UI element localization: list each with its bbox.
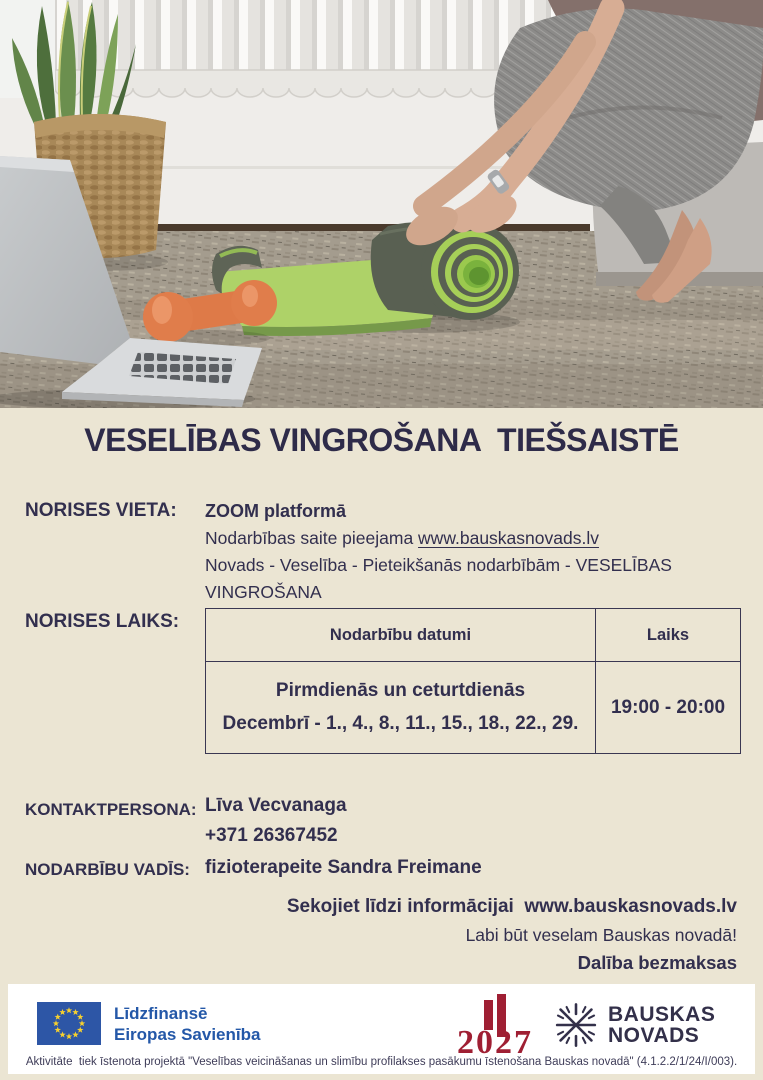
- link-prefix: Nodarbības saite pieejama: [205, 528, 419, 548]
- bauskas-novads-text: [608, 1004, 715, 1046]
- contact-name: Līva Vecvanaga: [205, 795, 347, 816]
- platform-line: ZOOM platformā: [205, 501, 347, 521]
- nap2027-logo: [436, 994, 554, 1061]
- vieta-content: [205, 498, 745, 606]
- column-header-dates: Nodarbību datumi: [329, 625, 472, 644]
- table-row-dates: [206, 661, 595, 753]
- label-nodarbibu-vadis: NODARBĪBU VADĪS:: [25, 860, 190, 879]
- eu-logo-text-line1: Līdzfinansē: [114, 1003, 208, 1023]
- hero-photo: [0, 0, 763, 408]
- contact-phone: +371 26367452: [205, 825, 338, 846]
- nap2027-year: 2027: [457, 1024, 533, 1056]
- bauskas-novads-icon: [552, 1001, 600, 1049]
- page-title: VESELĪBAS VINGROŠANA TIEŠSAISTĒ: [84, 422, 679, 458]
- eu-logo-text: [114, 1003, 260, 1045]
- nap2027-logo-icon: [436, 994, 554, 1056]
- footer: [8, 984, 755, 1074]
- follow-info-line: Sekojiet līdzi informācijai www.bauskasnovads.lv: [286, 896, 737, 917]
- schedule-table: [205, 608, 741, 754]
- project-disclaimer: Aktivitāte tiek īstenota projektā "Veselības veicināšanas un slimību profilakses pasākumu īstenošana Bauskas novadā" (4.1.2.2/1/24/I/003).: [25, 1056, 738, 1068]
- slogan-line: Labi būt veselam Bauskas novadā!: [465, 925, 737, 945]
- bauskas-novads-line1: BAUSKAS: [608, 1003, 716, 1026]
- outro-block: [287, 896, 737, 974]
- eu-logo-text-line2: Eiropas Savienība: [114, 1024, 261, 1044]
- kontakt-content: [205, 791, 347, 851]
- navigation-path-line: Novads - Veselība - Pieteikšanās nodarbībām - VESELĪBAS VINGROŠANA: [205, 555, 672, 602]
- eu-cofunded-logo: [37, 1002, 260, 1045]
- instructor-name: fizioterapeite Sandra Freimane: [205, 857, 482, 878]
- schedule-time: 19:00 - 20:00: [610, 696, 726, 718]
- label-kontaktpersona: KONTAKTPERSONA:: [25, 800, 197, 819]
- schedule-days: Pirmdienās un ceturtdienās: [275, 680, 526, 701]
- schedule-dates: Decembrī - 1., 4., 8., 11., 15., 18., 22., 29.: [222, 713, 579, 734]
- free-participation-line: Dalība bezmaksas: [577, 952, 737, 973]
- website-link[interactable]: www.bauskasnovads.lv: [418, 528, 599, 548]
- bauskas-novads-line2: NOVADS: [608, 1024, 700, 1047]
- label-norises-laiks: NORISES LAIKS:: [25, 611, 180, 632]
- column-header-time: Laiks: [595, 609, 740, 661]
- table-row-time: [595, 661, 740, 753]
- eu-flag-icon: [37, 1002, 101, 1045]
- bauskas-novads-logo: [552, 1001, 715, 1049]
- label-norises-vieta: NORISES VIETA:: [25, 500, 177, 521]
- link-line: [205, 525, 745, 552]
- hero-photo-illustration: [0, 0, 763, 408]
